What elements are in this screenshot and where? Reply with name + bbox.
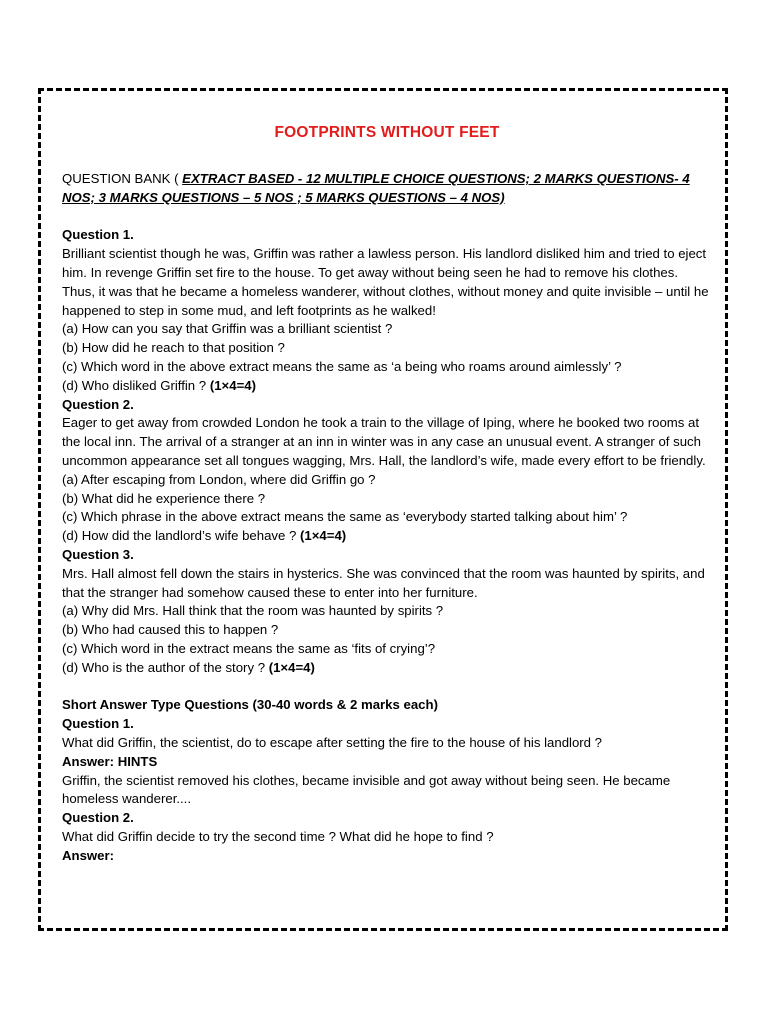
answer-label: Answer: HINTS: [62, 753, 158, 769]
question-heading: Question 3.: [62, 546, 134, 562]
section-heading: Short Answer Type Questions (30-40 words & 2 marks each): [62, 697, 438, 713]
question-item: (c) Which word in the extract means the same as ‘fits of crying’?: [62, 640, 436, 656]
question-text: What did Griffin, the scientist, do to escape after setting the fire to the house of his landlord ?: [62, 734, 603, 750]
question-text: What did Griffin decide to try the second time ? What did he hope to find ?: [62, 828, 494, 844]
question-bank-intro: [62, 170, 712, 208]
answer-text: Griffin, the scientist removed his clothes, became invisible and got away without being seen. He became homeless wanderer....: [62, 772, 671, 807]
question-item: (b) How did he reach to that position ?: [62, 340, 285, 356]
question-item: (c) Which phrase in the above extract means the same as ‘everybody started talking about him’ ?: [62, 509, 628, 525]
question-passage: Eager to get away from crowded London he took a train to the village of Iping, where he booked two rooms at the local inn. The arrival of a stranger at an inn in winter was in any case an unusual event. A stranger of such uncommon appearance set all tongues wagging, Mrs. Hall, the landlord’s wife, made every effort to be friendly.: [62, 415, 706, 468]
question-heading: Question 2.: [62, 810, 134, 826]
marks-label: (1×4=4): [300, 528, 347, 544]
question-item-last: (d) How did the landlord’s wife behave ? (1×4=4): [62, 528, 347, 544]
question-item: (b) Who had caused this to happen ?: [62, 622, 279, 638]
question-heading: Question 1.: [62, 716, 134, 732]
question-passage: Brilliant scientist though he was, Griffin was rather a lawless person. His landlord disliked him and tried to eject him. In revenge Griffin set fire to the house. To get away without being seen he had to remove his clothes. Thus, it was that he became a homeless wanderer, without clothes, without money and quite invisible – until he happened to step in some mud, and left footprints as he walked!: [62, 246, 709, 318]
question-item: (b) What did he experience there ?: [62, 490, 266, 506]
page-title: FOOTPRINTS WITHOUT FEET: [274, 124, 500, 141]
question-item: (a) After escaping from London, where did Griffin go ?: [62, 471, 376, 487]
question-bank-prefix: QUESTION BANK (: [62, 171, 183, 186]
document-body: [62, 120, 712, 865]
marks-label: (1×4=4): [268, 659, 315, 675]
question-item-last: (d) Who is the author of the story ? (1×4=4): [62, 659, 315, 675]
answer-label: Answer:: [62, 847, 115, 863]
question-item-last: (d) Who disliked Griffin ? (1×4=4): [62, 377, 257, 393]
question-heading: Question 2.: [62, 396, 134, 412]
question-item: (c) Which word in the above extract means the same as ‘a being who roams around aimlessly’ ?: [62, 358, 622, 374]
question-bank-emphasis: EXTRACT BASED - 12 MULTIPLE CHOICE QUESTIONS; 2 MARKS QUESTIONS- 4 NOS; 3 MARKS QUESTIONS – 5 NOS ; 5 MARKS QUESTIONS – 4 NOS): [62, 171, 690, 205]
marks-label: (1×4=4): [209, 377, 257, 393]
question-passage: Mrs. Hall almost fell down the stairs in hysterics. She was convinced that the room was haunted by spirits, and that the stranger had somehow caused these to enter into her furniture.: [62, 565, 705, 600]
question-heading: Question 1.: [62, 227, 134, 243]
question-item: (a) How can you say that Griffin was a brilliant scientist ?: [62, 321, 393, 337]
question-item: (a) Why did Mrs. Hall think that the room was haunted by spirits ?: [62, 603, 444, 619]
